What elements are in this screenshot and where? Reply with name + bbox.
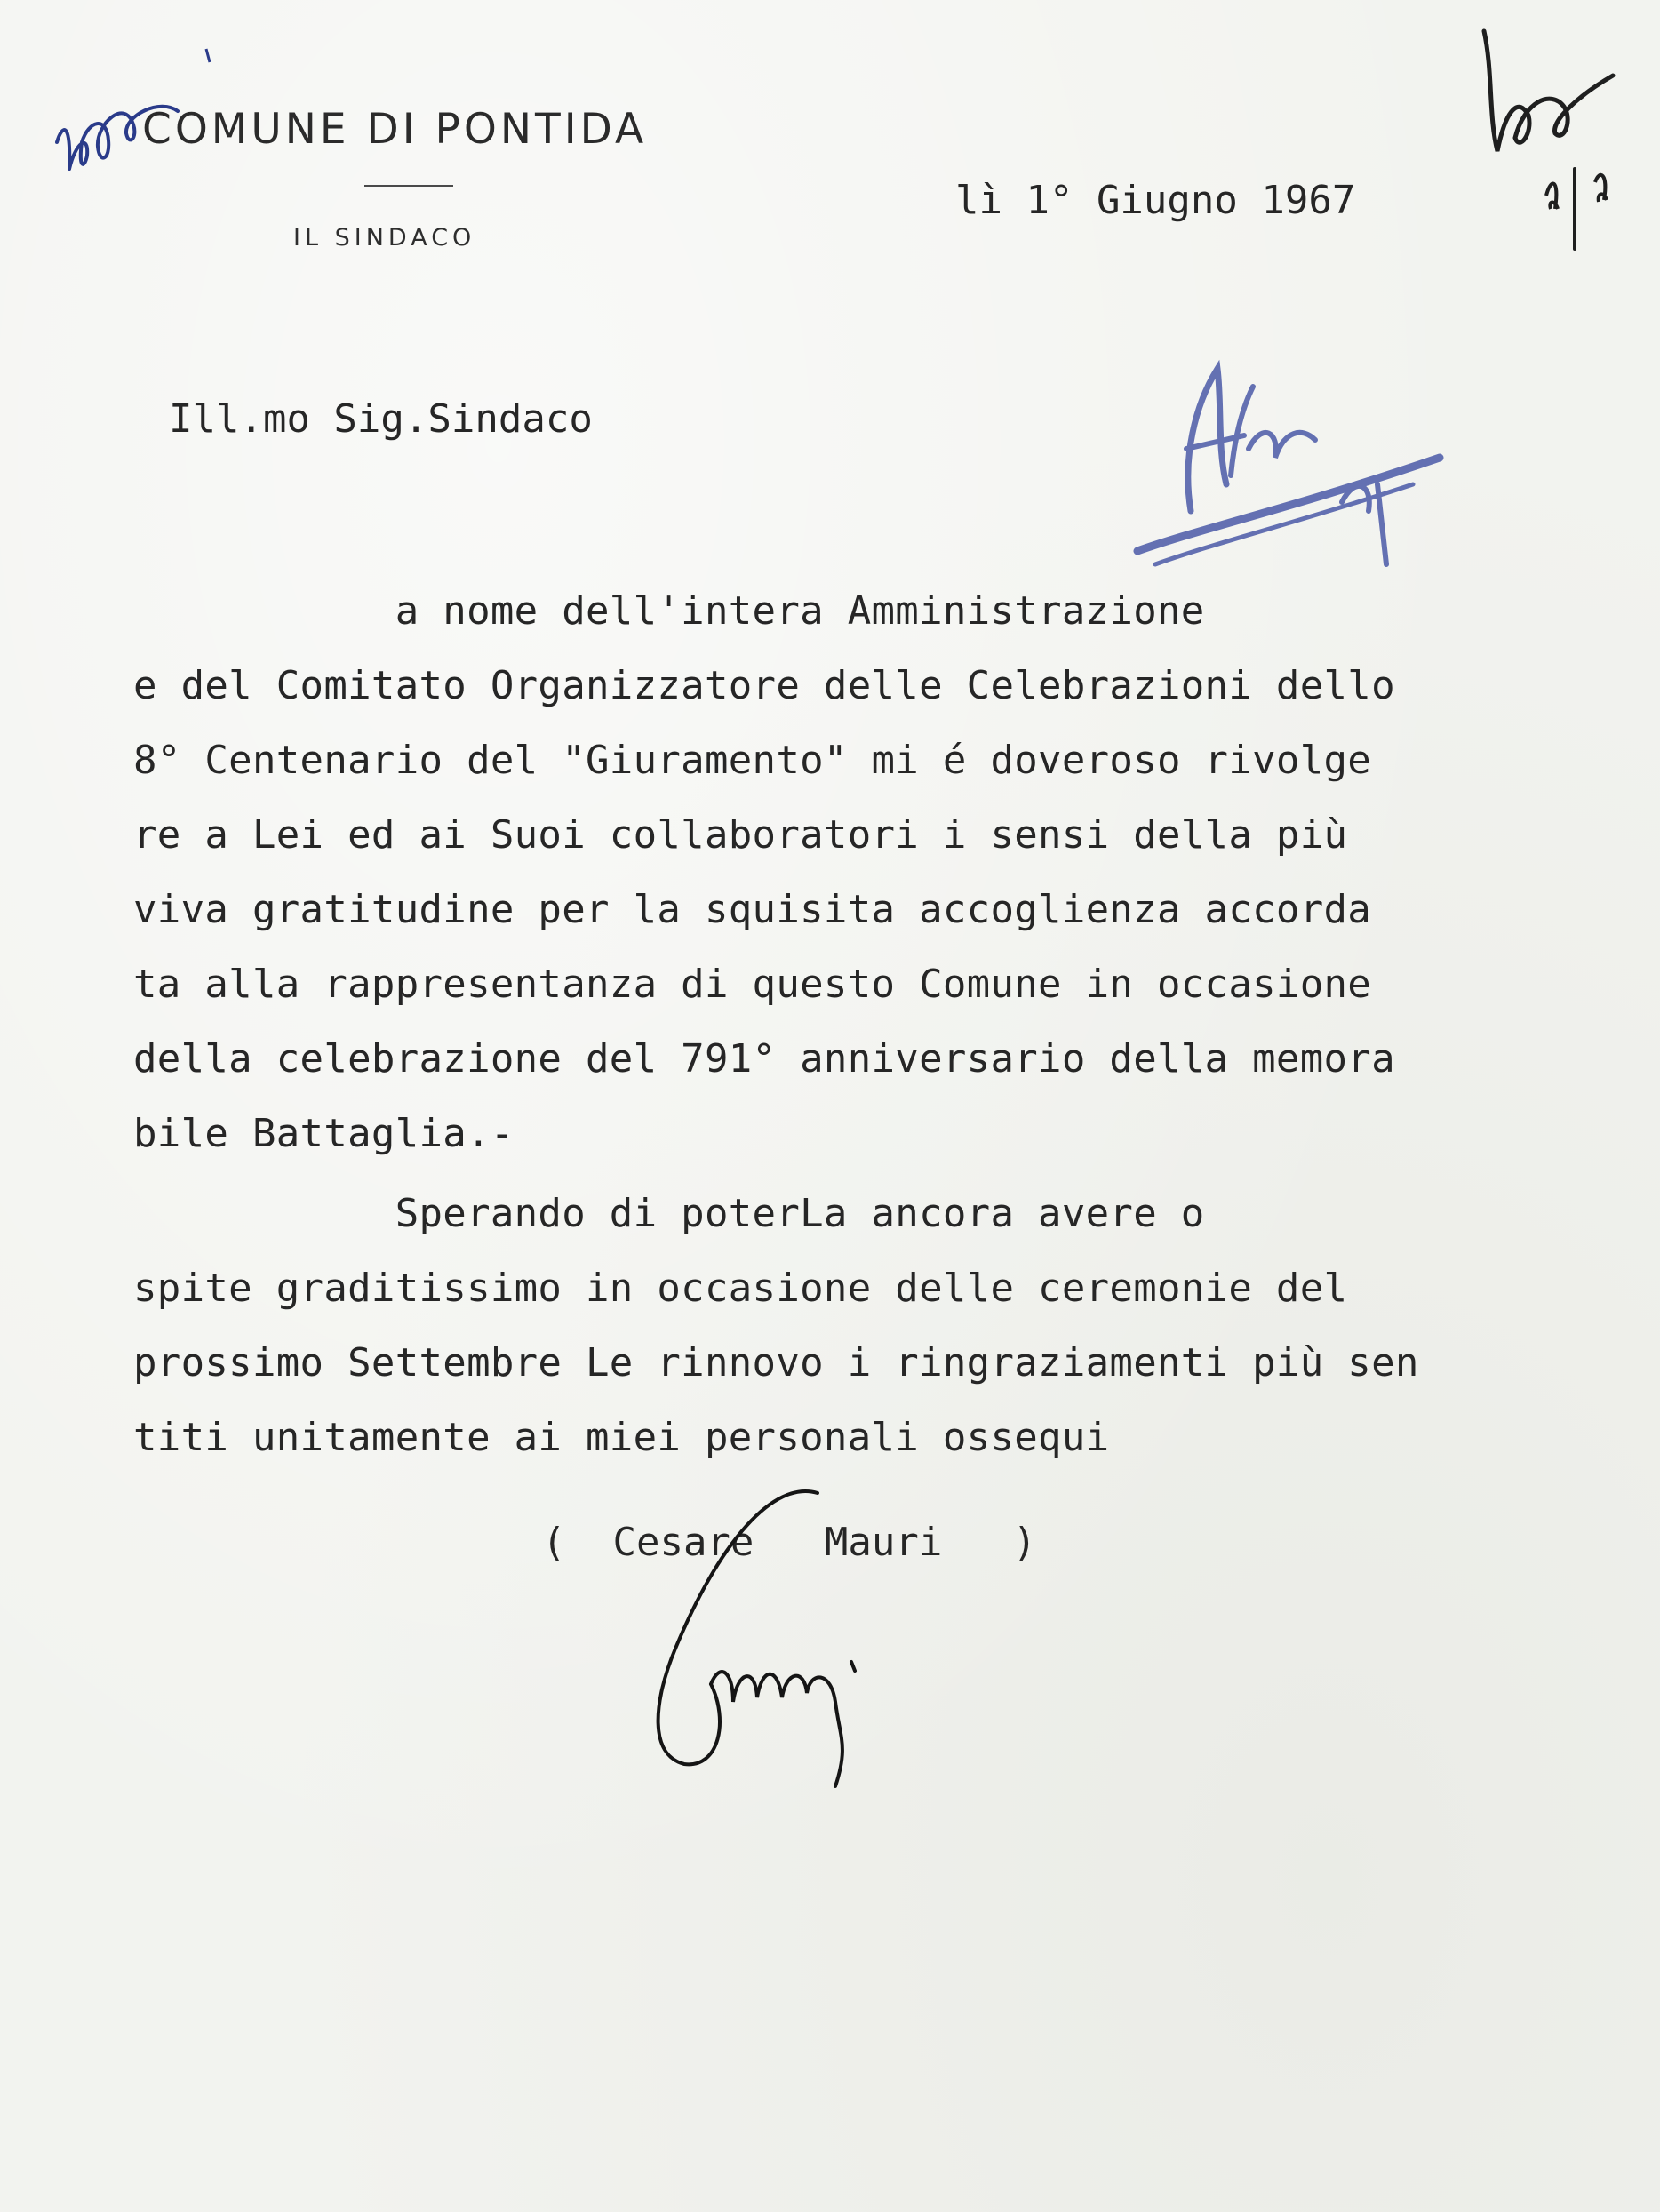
body-line: titi unitamente ai miei personali ossequi [133,1415,1110,1460]
body-line: ta alla rappresentanza di questo Comune in occasione [133,962,1372,1007]
body-line: a nome dell'intera Amministrazione [133,588,1205,634]
salutation: Ill.mo Sig.Sindaco [169,396,593,442]
body-line: 8° Centenario del "Giuramento" mi é doveroso rivolge [133,738,1372,783]
handwritten-scribble-mark [44,36,222,204]
letterhead-name: COMUNE DI PONTIDA [142,105,648,154]
signatory-name: ( Cesare Mauri ) [542,1520,1037,1565]
letterhead-divider [364,185,453,187]
body-line: spite graditissimo in occasione delle ceremonie del [133,1266,1348,1311]
body-line: bile Battaglia.- [133,1111,515,1156]
handwritten-blue-annotation [1120,351,1457,582]
handwritten-signature [613,1471,969,1809]
body-line: prossimo Settembre Le rinnovo i ringraziamenti più sen [133,1340,1419,1385]
body-line: e del Comitato Organizzatore delle Celebrazioni dello [133,663,1395,708]
body-line: viva gratitudine per la squisita accoglienza accorda [133,887,1372,932]
body-line: re a Lei ed ai Suoi collaboratori i sensi della più [133,812,1348,858]
handwritten-initials-mark [1466,18,1644,258]
letterhead-role: IL SINDACO [293,224,476,252]
letter-date: lì 1° Giugno 1967 [955,178,1356,223]
body-line: della celebrazione del 791° anniversario della memora [133,1036,1395,1082]
body-line: Sperando di poterLa ancora avere o [133,1191,1205,1236]
